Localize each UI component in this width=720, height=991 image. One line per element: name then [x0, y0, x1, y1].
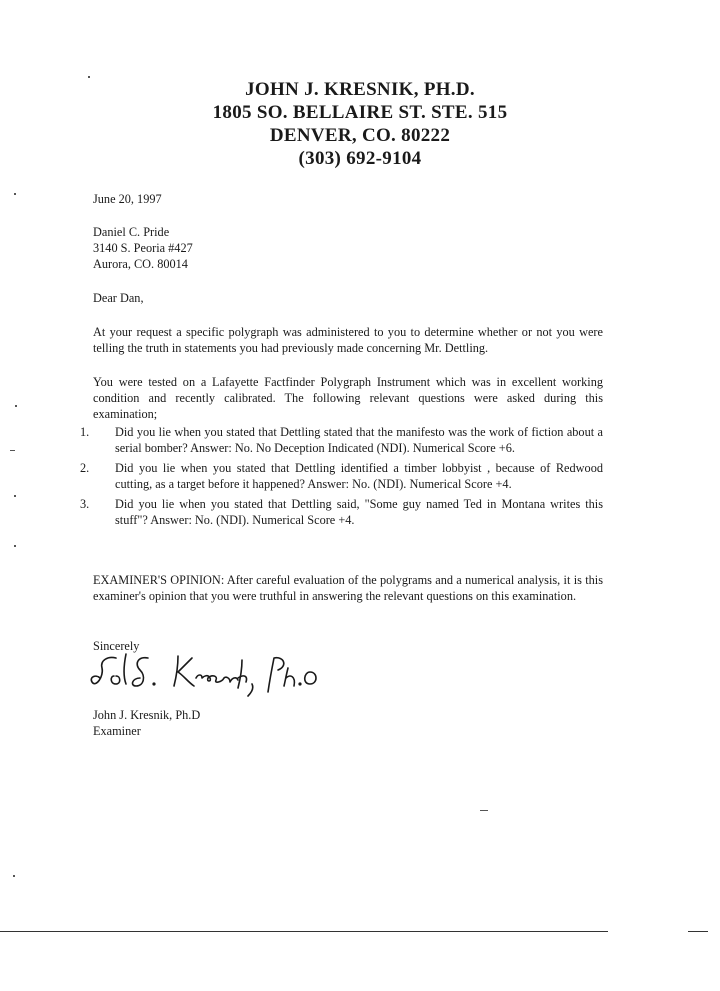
- question-number: 3.: [80, 497, 90, 511]
- recipient-street: 3140 S. Peoria #427: [93, 241, 193, 255]
- question-list: [80, 424, 603, 532]
- question-item: [80, 460, 603, 492]
- question-text: Did you lie when you stated that Dettling stated that the manifesto was the work of fiction about a serial bomber? Answer: No. No Deception Indicated (NDI). Numerical Score +6.: [115, 425, 603, 455]
- letterhead-phone: (303) 692-9104: [298, 148, 422, 169]
- scan-speck: [10, 450, 15, 451]
- salutation: Dear Dan,: [93, 291, 144, 305]
- scan-speck: [14, 495, 16, 497]
- scan-edge-line: [688, 931, 708, 932]
- scan-speck: [14, 193, 16, 195]
- question-number: 1.: [80, 425, 90, 439]
- paragraph-request: At your request a specific polygraph was administered to you to determine whether or not you were telling the truth in statements you had previously made concerning Mr. Dettling.: [93, 325, 603, 355]
- letterhead-street: 1805 SO. BELLAIRE ST. STE. 515: [212, 102, 508, 123]
- handwritten-signature: [88, 648, 348, 708]
- letterhead-name: JOHN J. KRESNIK, PH.D.: [245, 79, 475, 100]
- recipient-name: Daniel C. Pride: [93, 225, 170, 239]
- question-item: [80, 496, 603, 528]
- question-text: Did you lie when you stated that Dettling identified a timber lobbyist , because of Redwood cutting, as a target before it happened? Answer: No. (NDI). Numerical Score +4.: [115, 461, 603, 491]
- letter-date: June 20, 1997: [93, 192, 162, 206]
- scan-speck: [480, 810, 488, 811]
- scan-edge-line: [0, 931, 608, 932]
- paragraph-instrument: You were tested on a Lafayette Factfinder Polygraph Instrument which was in excellent working condition and recently calibrated. The following relevant questions were asked during this examination;: [93, 375, 603, 421]
- recipient-city: Aurora, CO. 80014: [93, 257, 188, 271]
- closing: Sincerely: [93, 639, 140, 653]
- signer-name: John J. Kresnik, Ph.D: [93, 708, 201, 722]
- question-item: [80, 424, 603, 456]
- scan-speck: [14, 545, 16, 547]
- scan-speck: [15, 405, 17, 407]
- question-number: 2.: [80, 461, 90, 475]
- letterhead: [0, 78, 720, 170]
- question-text: Did you lie when you stated that Dettling said, "Some guy named Ted in Montana writes this stuff"? Answer: No. (NDI). Numerical Score +4.: [115, 497, 603, 527]
- recipient-address: [93, 224, 193, 272]
- examiner-opinion: EXAMINER'S OPINION: After careful evaluation of the polygrams and a numerical analysis, it is this examiner's opinion that you were truthful in answering the relevant questions on this examination.: [93, 573, 603, 603]
- signer-title: Examiner: [93, 724, 141, 738]
- scan-speck: [13, 875, 15, 877]
- scan-speck: [88, 76, 90, 78]
- letterhead-city: DENVER, CO. 80222: [269, 125, 451, 146]
